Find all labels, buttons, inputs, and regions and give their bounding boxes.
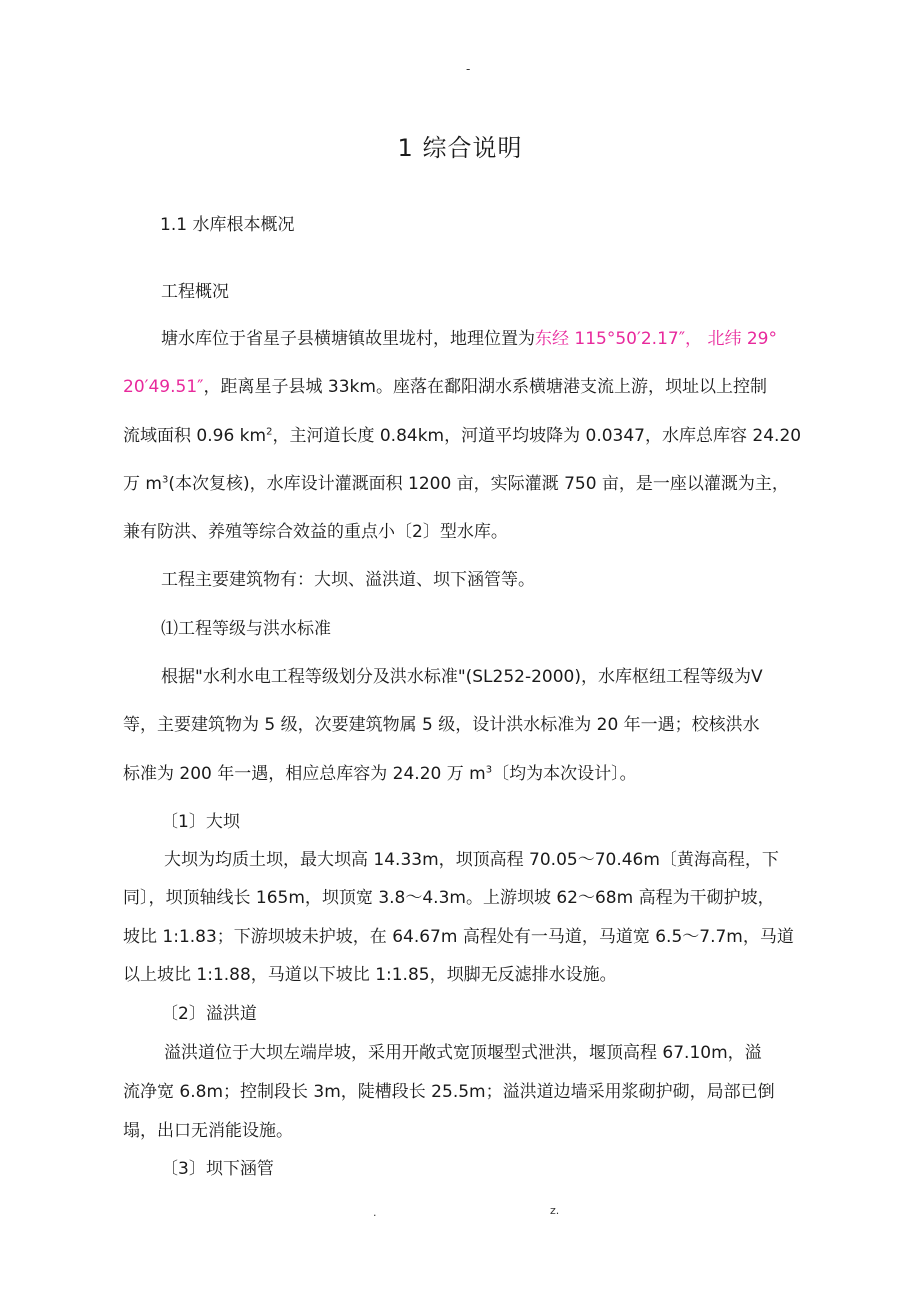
paragraph-line: 等，主要建筑物为 5 级，次要建筑物属 5 级，设计洪水标准为 20 年一遇；校核洪水	[123, 715, 760, 735]
paragraph-line: 塘水库位于省星子县横塘镇故里垅村，地理位置为东经 115°50′2.17″， 北纬 29°	[161, 329, 777, 349]
paragraph-line: 流净宽 6.8m；控制段长 3m，陡槽段长 25.5m；溢洪道边墙采用浆砌护砌，局部已倒	[123, 1082, 775, 1102]
paragraph-line: 以上坡比 1:1.88，马道以下坡比 1:1.85，坝脚无反滤排水设施。	[123, 965, 617, 985]
paragraph-line: 坡比 1:1.83；下游坝坡未护坡，在 64.67m 高程处有一马道，马道宽 6.5～7.7m，马道	[123, 927, 794, 947]
page-title: 1 综合说明	[397, 134, 523, 162]
footer-right-mark: z.	[550, 1204, 560, 1217]
paragraph-line: 万 $m^3$(本次复核)，水库设计灌溉面积 1200 亩，实际灌溉 750 亩，是一座以灌溉为主，	[123, 474, 789, 494]
paragraph-line: 根据"水利水电工程等级划分及洪水标准"(SL252-2000)，水库枢纽工程等级为Ⅴ	[161, 667, 763, 687]
coordinates-text: 东经 115°50′2.17″， 北纬 29°	[535, 329, 777, 349]
dam-heading: 〔1〕大坝	[161, 812, 240, 832]
paragraph-line: 兼有防洪、养殖等综合效益的重点小〔2〕型水库。	[123, 522, 508, 542]
paragraph-line: 20′49.51″，距离星子县城 33km。座落在鄱阳湖水系横塘港支流上游，坝址以上控制	[123, 377, 767, 397]
overview-heading: 工程概况	[161, 282, 229, 302]
paragraph-line: 溢洪道位于大坝左端岸坡，采用开敞式宽顶堰型式泄洪，堰顶高程 67.10m，溢	[164, 1043, 762, 1063]
section-heading: 1.1 水库根本概况	[160, 215, 295, 235]
culvert-heading: 〔3〕坝下涵管	[161, 1159, 274, 1179]
spillway-heading: 〔2〕溢洪道	[161, 1004, 257, 1024]
paragraph-line: 塌，出口无消能设施。	[123, 1121, 293, 1141]
paragraph-line: 流域面积 0.96 $km^2$，主河道长度 0.84km，河道平均坡降为 0.0347，水库总库容 24.20	[123, 426, 802, 446]
header-mark: -	[466, 62, 471, 76]
paragraph-line: 工程主要建筑物有：大坝、溢洪道、坝下涵管等。	[161, 570, 535, 590]
subsection-heading: ⑴工程等级与洪水标准	[161, 619, 331, 639]
coordinates-text: 20′49.51″	[123, 377, 204, 397]
paragraph-line: 大坝为均质土坝，最大坝高 14.33m，坝顶高程 70.05～70.46m〔黄海高程，下	[164, 850, 779, 870]
paragraph-line: 同〕，坝顶轴线长 165m，坝顶宽 3.8～4.3m。上游坝坡 62～68m 高程为干砌护坡，	[123, 888, 775, 908]
footer-left-mark: .	[373, 1206, 377, 1219]
paragraph-line: 标准为 200 年一遇，相应总库容为 24.20 万 $m^3$〔均为本次设计〕。	[123, 764, 637, 784]
